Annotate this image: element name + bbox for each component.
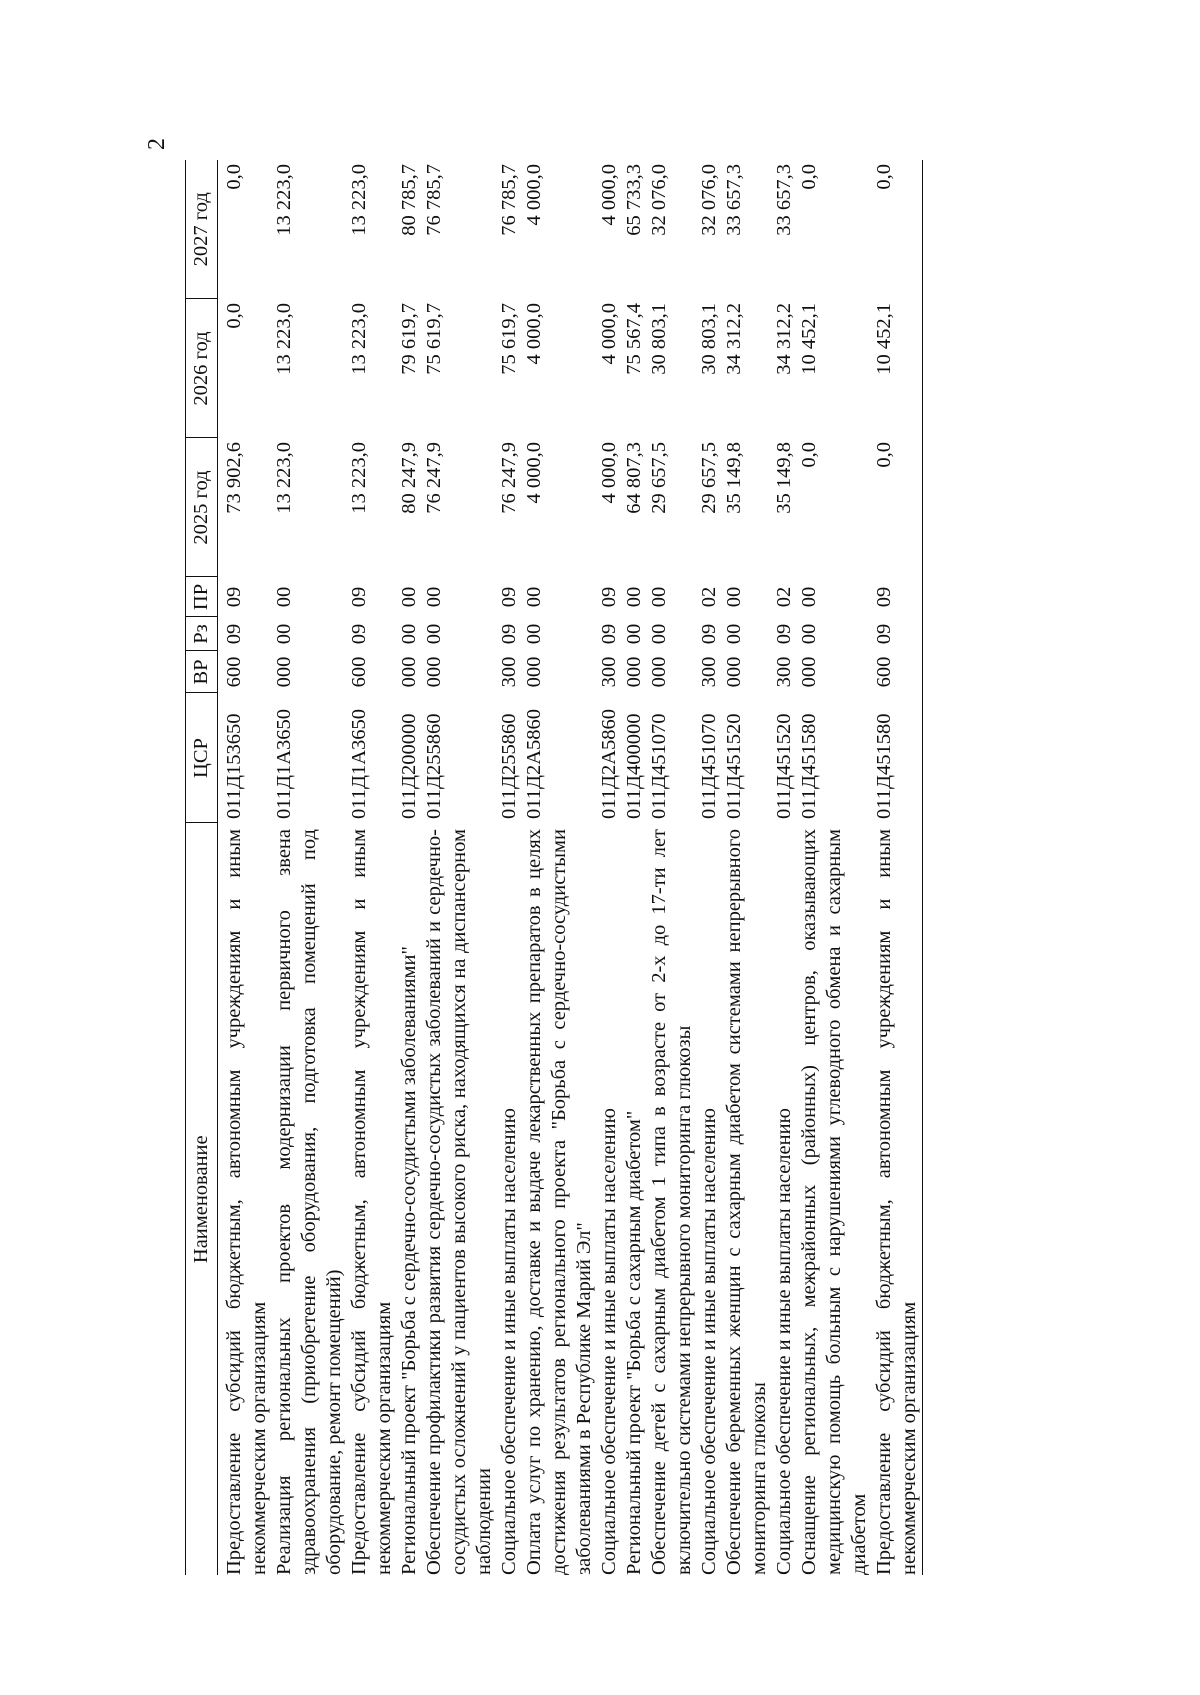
row-rz: 00 — [648, 623, 670, 645]
row-2025: 13 223,0 — [348, 442, 370, 514]
row-2026: 75 619,7 — [498, 303, 520, 375]
row-2026: 4 000,0 — [523, 303, 545, 365]
row-2025: 4 000,0 — [523, 442, 545, 504]
row-2026: 79 619,7 — [398, 303, 420, 375]
table-row — [422, 160, 497, 1575]
row-2026: 10 452,1 — [798, 303, 820, 375]
row-vr: 000 — [523, 656, 545, 688]
row-2025: 13 223,0 — [273, 442, 295, 514]
row-csr: 011Д2А5860 — [598, 708, 620, 819]
row-2027: 4 000,0 — [523, 164, 545, 226]
row-csr: 011Д200000 — [398, 713, 420, 819]
row-2026: 30 803,1 — [698, 303, 720, 375]
row-name: Социальное обеспечение и иные выплаты населению — [598, 1108, 620, 1575]
row-2025: 64 807,3 — [623, 442, 645, 514]
row-rz: 09 — [872, 617, 923, 651]
row-csr: 011Д451580 — [872, 693, 923, 823]
row-csr: 011Д2А5860 — [523, 708, 545, 819]
row-vr: 300 — [498, 656, 520, 688]
row-csr: 011Д1А3650 — [273, 708, 295, 819]
row-vr: 000 — [723, 656, 745, 688]
table-row — [722, 160, 772, 1575]
row-2025: 0,0 — [872, 438, 923, 577]
row-2025: 35 149,8 — [773, 442, 795, 514]
row-vr: 000 — [273, 656, 295, 688]
row-2025: 35 149,8 — [723, 442, 745, 514]
row-csr: 011Д1А3650 — [348, 708, 370, 819]
row-2025: 76 247,9 — [423, 442, 445, 514]
row-rz: 00 — [798, 623, 820, 645]
table-row — [797, 160, 872, 1575]
table-row — [522, 160, 597, 1575]
row-csr: 011Д255860 — [423, 713, 445, 819]
table-row — [872, 160, 923, 1575]
row-rz: 09 — [223, 623, 245, 645]
row-2027: 0,0 — [223, 164, 245, 190]
row-2025: 73 902,6 — [223, 442, 245, 514]
row-2027: 76 785,7 — [423, 164, 445, 236]
row-vr: 000 — [648, 656, 670, 688]
row-2027: 33 657,3 — [723, 164, 745, 236]
row-pr: 09 — [498, 586, 520, 608]
row-name: Реализация региональных проектов модернизации первичного звена здравоохранения (приобретение оборудования, подготовка помещений под оборудование, ремонт помещений) — [273, 829, 345, 1575]
row-pr: 00 — [423, 586, 445, 608]
header-pr: ПР — [186, 577, 218, 617]
row-2026: 13 223,0 — [273, 303, 295, 375]
row-csr: 011Д153650 — [223, 713, 245, 819]
row-2025: 80 247,9 — [398, 442, 420, 514]
row-vr: 600 — [348, 656, 370, 688]
row-name: Региональный проект "Борьба с сердечно-сосудистыми заболеваниями" — [398, 946, 420, 1575]
row-rz: 00 — [523, 623, 545, 645]
table-header-row — [186, 160, 218, 1575]
table-row — [497, 160, 522, 1575]
row-vr: 600 — [223, 656, 245, 688]
row-vr: 300 — [598, 656, 620, 688]
row-rz: 00 — [723, 623, 745, 645]
row-2027: 4 000,0 — [598, 164, 620, 226]
row-pr: 09 — [223, 586, 245, 608]
row-name: Обеспечение беременных женщин с сахарным диабетом системами непрерывного мониторинга глюкозы — [723, 829, 770, 1575]
table-row — [597, 160, 622, 1575]
header-2027: 2027 год — [186, 160, 218, 299]
table-row — [622, 160, 647, 1575]
row-name: Оплата услуг по хранению, доставке и выдаче лекарственных препаратов в целях достижения результатов регионального проекта "Борьба с сердечно-сосудистыми заболеваниями в Республике Марий Эл" — [523, 829, 595, 1575]
row-2026: 0,0 — [223, 303, 245, 329]
row-csr: 011Д451520 — [773, 713, 795, 819]
row-2025: 76 247,9 — [498, 442, 520, 514]
row-csr: 011Д451520 — [723, 713, 745, 819]
row-name: Социальное обеспечение и иные выплаты населению — [498, 1108, 520, 1575]
row-2027: 13 223,0 — [273, 164, 295, 236]
row-rz: 09 — [598, 623, 620, 645]
row-2027: 32 076,0 — [698, 164, 720, 236]
header-vr: ВР — [186, 651, 218, 693]
row-pr: 09 — [348, 586, 370, 608]
table-row — [772, 160, 797, 1575]
row-2027: 76 785,7 — [498, 164, 520, 236]
row-2027: 13 223,0 — [348, 164, 370, 236]
row-csr: 011Д451580 — [798, 713, 820, 819]
row-2025: 29 657,5 — [648, 442, 670, 514]
row-vr: 000 — [423, 656, 445, 688]
row-vr: 600 — [872, 651, 923, 693]
header-rz: Рз — [186, 617, 218, 651]
row-2027: 0,0 — [798, 164, 820, 190]
row-csr: 011Д255860 — [498, 713, 520, 819]
row-name: Социальное обеспечение и иные выплаты населению — [773, 1108, 795, 1575]
table-row — [397, 160, 422, 1575]
row-2025: 4 000,0 — [598, 442, 620, 504]
row-pr: 02 — [698, 586, 720, 608]
row-name: Предоставление субсидий бюджетным, автономным учреждениям и иным некоммерческим организациям — [223, 829, 270, 1575]
row-pr: 09 — [598, 586, 620, 608]
row-rz: 00 — [423, 623, 445, 645]
row-2027: 33 657,3 — [773, 164, 795, 236]
table-row — [272, 160, 347, 1575]
row-rz: 00 — [398, 623, 420, 645]
budget-table — [185, 160, 923, 1575]
row-name: Социальное обеспечение и иные выплаты населению — [698, 1108, 720, 1575]
row-pr: 00 — [648, 586, 670, 608]
row-2026: 10 452,1 — [872, 299, 923, 438]
row-vr: 000 — [798, 656, 820, 688]
row-rz: 09 — [348, 623, 370, 645]
row-rz: 00 — [623, 623, 645, 645]
row-pr: 00 — [798, 586, 820, 608]
row-name: Оснащение региональных, межрайонных (районных) центров, оказывающих медицинскую помощь больным с нарушениями углеводного обмена и сахарным диабетом — [798, 829, 870, 1575]
row-name: Предоставление субсидий бюджетным, автономным учреждениям и иным некоммерческим организациям — [872, 823, 923, 1575]
header-2025: 2025 год — [186, 438, 218, 577]
row-rz: 09 — [698, 623, 720, 645]
row-2025: 29 657,5 — [698, 442, 720, 514]
row-2026: 4 000,0 — [598, 303, 620, 365]
header-2026: 2026 год — [186, 299, 218, 438]
row-2026: 34 312,2 — [773, 303, 795, 375]
table-row — [647, 160, 697, 1575]
row-rz: 00 — [273, 623, 295, 645]
row-pr: 00 — [273, 586, 295, 608]
row-pr: 02 — [773, 586, 795, 608]
table-row — [222, 160, 272, 1575]
row-2027: 65 733,3 — [623, 164, 645, 236]
row-pr: 09 — [872, 577, 923, 617]
row-pr: 00 — [523, 586, 545, 608]
row-name: Региональный проект "Борьба с сахарным диабетом" — [623, 1110, 645, 1575]
header-name: Наименование — [186, 823, 218, 1575]
header-csr: ЦСР — [186, 693, 218, 823]
row-pr: 00 — [723, 586, 745, 608]
row-name: Обеспечение профилактики развития сердечно-сосудистых заболеваний и сердечно-сосудистых осложнений у пациентов высокого риска, находящихся на диспансерном наблюдении — [423, 829, 495, 1575]
row-rz: 09 — [773, 623, 795, 645]
row-2027: 0,0 — [872, 160, 923, 299]
row-2026: 13 223,0 — [348, 303, 370, 375]
row-csr: 011Д451070 — [698, 713, 720, 819]
page-number: 2 — [144, 138, 170, 150]
row-2027: 32 076,0 — [648, 164, 670, 236]
row-vr: 000 — [398, 656, 420, 688]
row-pr: 00 — [623, 586, 645, 608]
row-2026: 30 803,1 — [648, 303, 670, 375]
row-csr: 011Д400000 — [623, 713, 645, 819]
row-csr: 011Д451070 — [648, 713, 670, 819]
row-name: Предоставление субсидий бюджетным, автономным учреждениям и иным некоммерческим организациям — [348, 829, 395, 1575]
row-rz: 09 — [498, 623, 520, 645]
row-vr: 000 — [623, 656, 645, 688]
row-2025: 0,0 — [798, 442, 820, 468]
table-row — [697, 160, 722, 1575]
row-2026: 34 312,2 — [723, 303, 745, 375]
row-2026: 75 567,4 — [623, 303, 645, 375]
row-vr: 300 — [698, 656, 720, 688]
row-pr: 00 — [398, 586, 420, 608]
row-2026: 75 619,7 — [423, 303, 445, 375]
table-row — [347, 160, 397, 1575]
row-name: Обеспечение детей с сахарным диабетом 1 типа в возрасте от 2-х до 17-ти лет включительно системами непрерывного мониторинга глюкозы — [648, 829, 695, 1575]
row-vr: 300 — [773, 656, 795, 688]
row-2027: 80 785,7 — [398, 164, 420, 236]
